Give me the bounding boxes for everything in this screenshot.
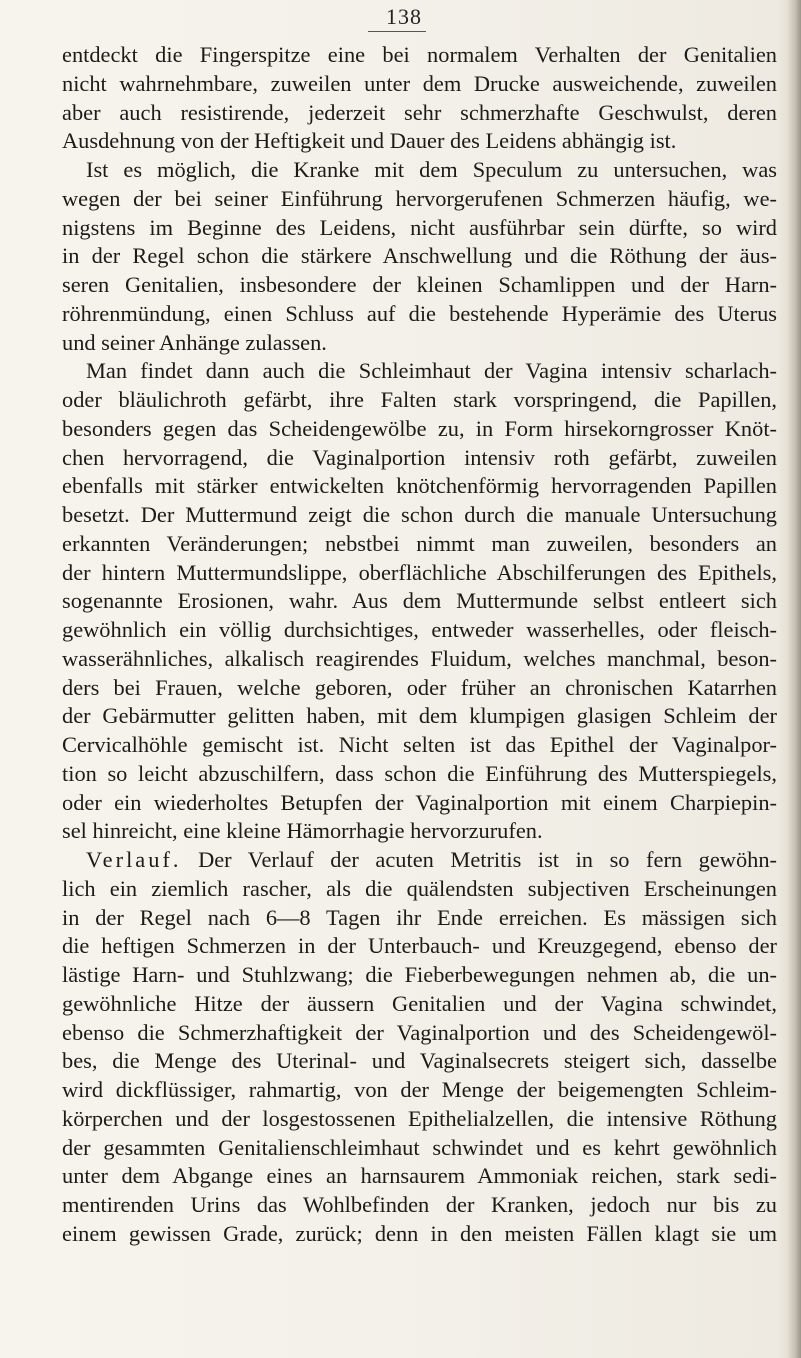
section-lead: Verlauf. [86, 847, 182, 872]
text-line: entdeckt die Fingerspitze eine bei normalem Verhalten der Genitalien [62, 42, 777, 67]
text-line: sel hinreicht, eine kleine Hämorrhagie hervorzurufen. [62, 818, 543, 844]
text-line: besonders gegen das Scheidengewölbe zu, in Form hirsekorngrosser Knöt- [62, 415, 777, 441]
text-line: Man findet dann auch die Schleimhaut der Vagina intensiv scharlach- [86, 358, 777, 384]
text-line: wird dickflüssiger, rahmartig, von der Menge der beigemengten Schleim- [62, 1077, 777, 1102]
text-line: ebenfalls mit stärker entwickelten knötchenförmig hervorragenden Papillen [62, 473, 777, 499]
text-line: sogenannte Erosionen, wahr. Aus dem Muttermunde selbst entleert sich [62, 588, 777, 614]
paragraph [62, 156, 777, 357]
paragraph [62, 357, 777, 846]
text-line: oder ein wiederholtes Betupfen der Vaginalportion mit einem Charpiepin- [62, 789, 777, 815]
text-line: und seiner Anhänge zulassen. [62, 329, 327, 355]
text-line: einem gewissen Grade, zurück; denn in den meisten Fällen klagt sie um [62, 1220, 777, 1246]
text-line: ebenso die Schmerzhaftigkeit der Vaginalportion und des Scheidengewöl- [62, 1019, 777, 1045]
text-line: die heftigen Schmerzen in der Unterbauch- und Kreuzgegend, ebenso der [62, 933, 777, 959]
text-line: lästige Harn- und Stuhlzwang; die Fieberbewegungen nehmen ab, die un- [62, 962, 777, 987]
page-number: 138 [386, 4, 422, 29]
text-line: der gesammten Genitalienschleimhaut schwindet und es kehrt gewöhnlich [62, 1134, 777, 1160]
text-line: in der Regel schon die stärkere Anschwellung und die Röthung der äus- [62, 243, 777, 269]
text-line: lich ein ziemlich rascher, als die quälendsten subjectiven Erscheinungen [62, 875, 777, 901]
text-line: in der Regel nach 6—8 Tagen ihr Ende erreichen. Es mässigen sich [62, 904, 777, 930]
text-fragment: Der Verlauf der acuten Metritis ist in so fern gewöhn- [198, 847, 777, 872]
text-line: besetzt. Der Muttermund zeigt die schon durch die manuale Untersuchung [62, 502, 777, 527]
paragraph [62, 846, 777, 1249]
text-line: gewöhnlich ein völlig durchsichtiges, entweder wasserhelles, oder fleisch- [62, 617, 777, 642]
page-edge-shadow [787, 0, 801, 1358]
text-line: erkannten Veränderungen; nebstbei nimmt man zuweilen, besonders an [62, 530, 777, 556]
text-line [62, 846, 777, 875]
body-text [62, 41, 777, 1249]
text-line: aber auch resistirende, jederzeit sehr schmerzhafte Geschwulst, deren [62, 99, 777, 125]
text-line: nicht wahrnehmbare, zuweilen unter dem Drucke ausweichende, zuweilen [62, 70, 777, 96]
text-line: chen hervorragend, die Vaginalportion intensiv roth gefärbt, zuweilen [62, 444, 777, 470]
text-line: tion so leicht abzuschilfern, dass schon die Einführung des Mutterspiegels, [62, 760, 777, 786]
text-line: der Gebärmutter gelitten haben, mit dem klumpigen glasigen Schleim der [62, 703, 777, 729]
text-line: seren Genitalien, insbesondere der kleinen Schamlippen und der Harn- [62, 272, 777, 297]
text-line: unter dem Abgange eines an harnsaurem Ammoniak reichen, stark sedi- [62, 1163, 777, 1189]
text-line: röhrenmündung, einen Schluss auf die bestehende Hyperämie des Uterus [62, 300, 777, 326]
text-line: ders bei Frauen, welche geboren, oder früher an chronischen Katarrhen [62, 674, 777, 700]
text-line: wegen der bei seiner Einführung hervorgerufenen Schmerzen häufig, we- [62, 185, 777, 211]
text-line: der hintern Muttermundslippe, oberflächliche Abschilferungen des Epithels, [62, 559, 777, 585]
text-line: Ist es möglich, die Kranke mit dem Speculum zu untersuchen, was [86, 157, 777, 182]
text-line: Ausdehnung von der Heftigkeit und Dauer des Leidens abhängig ist. [62, 128, 677, 154]
text-line: mentirenden Urins das Wohlbefinden der Kranken, jedoch nur bis zu [62, 1192, 777, 1217]
paragraph [62, 41, 777, 156]
text-line: körperchen und der losgestossenen Epithelialzellen, die intensive Röthung [62, 1105, 777, 1131]
text-line: wasserähnliches, alkalisch reagirendes Fluidum, welches manchmal, beson- [62, 645, 777, 671]
text-line: gewöhnliche Hitze der äussern Genitalien und der Vagina schwindet, [62, 990, 777, 1016]
text-line: Cervicalhöhle gemischt ist. Nicht selten ist das Epithel der Vaginalpor- [62, 732, 777, 757]
text-line: nigstens im Beginne des Leidens, nicht ausführbar sein dürfte, so wird [62, 214, 777, 240]
text-line: bes, die Menge des Uterinal- und Vaginalsecrets steigert sich, dasselbe [62, 1048, 777, 1074]
text-line: oder bläulichroth gefärbt, ihre Falten stark vorspringend, die Papillen, [62, 387, 777, 412]
page-number-rule [368, 31, 426, 32]
